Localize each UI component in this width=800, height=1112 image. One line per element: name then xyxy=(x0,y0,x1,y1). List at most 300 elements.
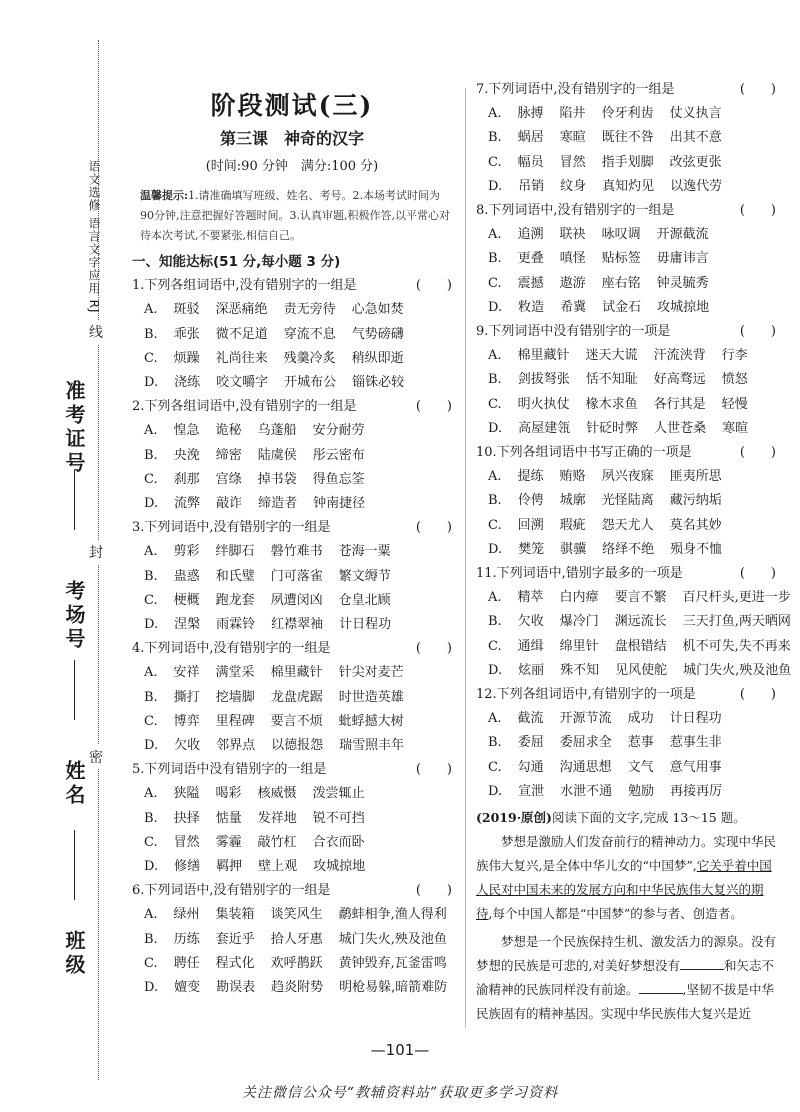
passage-paragraph-1 xyxy=(476,830,776,926)
option-word: 希冀 xyxy=(560,299,587,315)
option-key: C. xyxy=(144,471,158,487)
option-row xyxy=(476,465,776,489)
option-word: 殊不知 xyxy=(560,662,600,678)
option-word: 跑龙套 xyxy=(215,592,255,608)
question-list-left xyxy=(132,274,452,1000)
option-row xyxy=(132,347,452,371)
option-word: 沟通思想 xyxy=(559,759,612,775)
option-row xyxy=(132,444,452,468)
option-word: 欠收 xyxy=(517,614,544,630)
exam-room-blank[interactable] xyxy=(74,660,75,720)
option-key: C. xyxy=(144,713,158,729)
option-key: C. xyxy=(488,275,502,291)
option-word: 勘误表 xyxy=(216,980,256,996)
option-row xyxy=(132,371,452,395)
option-word: 百尺杆头,更进一步 xyxy=(682,590,791,606)
option-word: 礼尚往来 xyxy=(215,350,268,366)
option-word: 遨游 xyxy=(559,275,586,291)
tip-label: 温馨提示: xyxy=(140,189,189,202)
option-row xyxy=(476,126,776,150)
option-word: 乌蓬船 xyxy=(257,423,297,439)
option-word: 深恶痛绝 xyxy=(215,302,268,318)
option-word: 贴标签 xyxy=(601,251,641,267)
option-key: A. xyxy=(144,423,158,439)
option-word: 吊销 xyxy=(518,178,545,194)
option-word: 残羹冷炙 xyxy=(283,350,336,366)
option-word: 城廓 xyxy=(559,493,586,509)
option-word: 安祥 xyxy=(173,665,200,681)
question-questions_left-5 xyxy=(132,879,452,1000)
option-word: 炫丽 xyxy=(518,662,545,678)
option-key: A. xyxy=(144,544,158,560)
option-word: 恬不知耻 xyxy=(585,372,638,388)
option-row xyxy=(476,707,776,731)
question-stem: 5.下列词语中没有错别字的一组是 xyxy=(132,762,327,778)
option-key: B. xyxy=(488,372,502,388)
option-word: 博弈 xyxy=(173,713,200,729)
option-word: 敲诈 xyxy=(216,496,243,512)
name-label: 姓名 xyxy=(62,760,86,808)
option-row xyxy=(476,756,776,780)
option-row xyxy=(476,102,776,126)
option-key: A. xyxy=(144,907,158,923)
option-word: 盘根错结 xyxy=(614,638,667,654)
option-word: 勾通 xyxy=(517,759,544,775)
option-word: 梗概 xyxy=(173,592,200,608)
option-row xyxy=(132,710,452,734)
lesson-title: 第三课 神奇的汉字 xyxy=(219,129,364,148)
answer-paren[interactable]: ( ) xyxy=(415,762,452,778)
option-word: 要言不烦 xyxy=(270,713,323,729)
option-word: 既往不咎 xyxy=(601,130,654,146)
option-word: 仗义执言 xyxy=(669,106,722,122)
option-word: 缔造者 xyxy=(258,496,298,512)
option-word: 愤怒 xyxy=(721,372,748,388)
option-key: D. xyxy=(144,375,159,391)
p1-text-c: ,每个中国人都是“中国梦”的参与者、创造者。 xyxy=(488,906,743,922)
option-key: D. xyxy=(488,783,503,799)
option-key: B. xyxy=(144,810,158,826)
option-word: 座右铭 xyxy=(601,275,641,291)
option-word: 雾霾 xyxy=(215,834,242,850)
option-key: C. xyxy=(144,592,158,608)
option-key: D. xyxy=(488,541,503,557)
option-word: 见风使舵 xyxy=(615,662,668,678)
option-word: 拾人牙惠 xyxy=(270,931,323,947)
option-word: 提练 xyxy=(517,469,544,485)
option-row xyxy=(132,661,452,685)
cut-word-seal: 封 xyxy=(89,540,103,564)
option-row xyxy=(132,613,452,637)
option-word: 敲竹杠 xyxy=(257,834,297,850)
option-word: 惹事生非 xyxy=(669,735,722,751)
option-row xyxy=(476,247,776,271)
option-word: 满堂采 xyxy=(215,665,255,681)
left-column xyxy=(132,88,452,1000)
option-word: 行李 xyxy=(721,348,748,364)
tip-box xyxy=(140,186,452,246)
reading-prompt: 阅读下面的文字,完成 13～15 题。 xyxy=(551,810,746,826)
option-word: 雨霖铃 xyxy=(216,617,256,633)
answer-paren[interactable]: ( ) xyxy=(415,883,452,899)
binding-margin xyxy=(0,0,118,1112)
option-word: 发祥地 xyxy=(257,810,297,826)
option-word: 委屈 xyxy=(517,735,544,751)
option-key: A. xyxy=(488,106,502,122)
question-questions_right-3 xyxy=(476,441,776,562)
option-word: 绿州 xyxy=(173,907,200,923)
option-word: 樊笼 xyxy=(518,541,545,557)
option-word: 咏叹调 xyxy=(601,227,641,243)
option-row xyxy=(132,807,452,831)
option-row xyxy=(132,928,452,952)
tip-text: 1.请准确填写班级、姓名、考号。2.本场考试时间为90分钟,注意把握好答题时间。3.认真审题,积极作答,以平常心对待本次考试,不要紧张,相信自己。 xyxy=(140,189,450,242)
blank-1[interactable] xyxy=(680,969,724,970)
option-word: 好高骛远 xyxy=(653,372,706,388)
time-info: (时间:90 分钟 满分:100 分) xyxy=(205,159,379,174)
option-word: 冒然 xyxy=(173,834,200,850)
section-heading: 一、知能达标(51 分,每小题 3 分) xyxy=(132,254,341,270)
question-questions_left-2 xyxy=(132,516,452,637)
question-questions_left-1 xyxy=(132,395,452,516)
answer-paren[interactable]: ( ) xyxy=(739,203,776,219)
question-stem: 7.下列词语中,没有错别字的一组是 xyxy=(476,82,675,97)
option-word: 得鱼忘筌 xyxy=(312,471,365,487)
option-row xyxy=(476,610,791,634)
option-word: 改弦更张 xyxy=(669,154,722,170)
option-word: 要言不繁 xyxy=(614,590,667,606)
option-row xyxy=(476,514,776,538)
option-word: 欠收 xyxy=(174,738,201,754)
option-row xyxy=(132,589,452,613)
option-row xyxy=(476,223,776,247)
option-word: 龙盘虎踞 xyxy=(270,689,323,705)
option-word: 震撼 xyxy=(517,275,544,291)
option-word: 核威慑 xyxy=(257,786,297,802)
option-word: 门可落雀 xyxy=(270,568,323,584)
option-word: 掉书袋 xyxy=(257,471,297,487)
question-questions_right-2 xyxy=(476,320,776,441)
option-word: 趋炎附势 xyxy=(271,980,324,996)
option-row xyxy=(476,368,776,392)
option-word: 莫名其妙 xyxy=(669,517,722,533)
option-word: 刹那 xyxy=(173,471,200,487)
page-number: —101— xyxy=(370,1041,430,1059)
p2-text-c: ,坚韧不拔是中华民族固有的精神基因。实现中华民族伟大复兴是近 xyxy=(476,982,774,1022)
question-stem: 1.下列各组词语中,没有错别字的一组是 xyxy=(132,278,357,294)
option-word: 黄钟毁弃,瓦釜雷鸣 xyxy=(338,955,447,971)
option-word: 精萃 xyxy=(517,590,544,606)
option-word: 开城布公 xyxy=(284,375,337,391)
option-row xyxy=(476,538,776,562)
option-word: 指手划脚 xyxy=(601,154,654,170)
option-row xyxy=(132,952,452,976)
option-key: A. xyxy=(488,711,502,727)
p2-text-b: 和矢志不渝精神的民族同样没有前途。 xyxy=(476,958,774,998)
right-column xyxy=(476,78,792,1030)
option-row xyxy=(476,272,776,296)
option-key: A. xyxy=(488,348,502,364)
option-word: 狭隘 xyxy=(173,786,200,802)
page-title: 阶段测试(三) xyxy=(210,91,374,120)
question-questions_left-3 xyxy=(132,637,452,758)
option-word: 骐骥 xyxy=(560,541,587,557)
option-word: 责无旁待 xyxy=(283,302,336,318)
option-row xyxy=(132,976,452,1000)
option-word: 剪彩 xyxy=(173,544,200,560)
option-key: B. xyxy=(488,130,502,146)
answer-paren[interactable]: ( ) xyxy=(415,399,452,415)
option-word: 针尖对麦芒 xyxy=(338,665,404,681)
question-stem: 3.下列词语中,没有错别字的一组是 xyxy=(132,520,331,536)
option-word: 挖墙脚 xyxy=(215,689,255,705)
option-row xyxy=(132,903,452,927)
option-word: 更叠 xyxy=(517,251,544,267)
option-key: B. xyxy=(488,735,502,751)
footer-note: 关注微信公众号“教辅资料站”获取更多学习资料 xyxy=(241,1085,559,1101)
option-key: B. xyxy=(144,568,158,584)
option-word: 聘任 xyxy=(173,955,200,971)
answer-paren[interactable]: ( ) xyxy=(415,641,452,657)
option-word: 斑驳 xyxy=(173,302,200,318)
option-word: 开源节流 xyxy=(559,711,612,727)
option-word: 集装箱 xyxy=(215,907,255,923)
question-stem: 10.下列各组词语中书写正确的一项是 xyxy=(476,445,692,461)
option-word: 夙兴夜寐 xyxy=(601,469,654,485)
option-row xyxy=(132,855,452,879)
option-key: B. xyxy=(144,689,158,705)
option-word: 勉励 xyxy=(628,783,655,799)
question-questions_left-0 xyxy=(132,274,452,395)
answer-paren[interactable]: ( ) xyxy=(739,687,776,703)
option-word: 惹事 xyxy=(627,735,654,751)
option-row xyxy=(132,782,452,806)
option-word: 抉择 xyxy=(173,810,200,826)
option-word: 白内瘴 xyxy=(559,590,599,606)
option-word: 匪夷所思 xyxy=(669,469,722,485)
option-word: 联袂 xyxy=(559,227,586,243)
question-questions_right-5 xyxy=(476,683,776,804)
option-word: 各行其是 xyxy=(653,396,706,412)
option-key: D. xyxy=(488,299,503,315)
cut-word-secret: 密 xyxy=(89,745,103,769)
option-word: 城门失火,殃及池鱼 xyxy=(338,931,447,947)
answer-paren[interactable]: ( ) xyxy=(415,520,452,536)
option-word: 烦躁 xyxy=(173,350,200,366)
option-word: 程式化 xyxy=(215,955,255,971)
option-word: 宫绦 xyxy=(215,471,242,487)
option-word: 咬文嚼字 xyxy=(216,375,269,391)
option-row xyxy=(476,175,776,199)
option-word: 人世苍桑 xyxy=(654,420,707,436)
option-word: 里程碑 xyxy=(215,713,255,729)
option-row xyxy=(132,298,452,322)
option-word: 气势磅礴 xyxy=(351,326,404,342)
question-questions_right-0 xyxy=(476,78,776,199)
option-word: 安分耐劳 xyxy=(312,423,365,439)
option-key: D. xyxy=(488,178,503,194)
option-word: 以逸代劳 xyxy=(670,178,723,194)
option-word: 蛊惑 xyxy=(173,568,200,584)
option-word: 高屋建瓴 xyxy=(518,420,571,436)
option-word: 嬗变 xyxy=(174,980,201,996)
option-word: 流弊 xyxy=(174,496,201,512)
option-word: 攻城掠地 xyxy=(313,859,366,875)
option-row xyxy=(476,586,791,610)
option-word: 伶俜 xyxy=(517,493,544,509)
question-stem: 8.下列词语中,没有错别字的一组是 xyxy=(476,203,675,219)
option-word: 棉里藏针 xyxy=(270,665,323,681)
option-word: 陆虞侯 xyxy=(257,447,297,463)
option-row xyxy=(132,831,452,855)
option-row xyxy=(132,540,452,564)
option-word: 光怪陆离 xyxy=(601,493,654,509)
option-word: 壁上观 xyxy=(258,859,298,875)
answer-paren[interactable]: ( ) xyxy=(415,278,452,294)
option-word: 和氏璧 xyxy=(215,568,255,584)
answer-paren[interactable]: ( ) xyxy=(739,82,776,97)
option-key: B. xyxy=(144,326,158,342)
option-word: 委屈求全 xyxy=(559,735,612,751)
option-word: 棉里藏针 xyxy=(517,348,570,364)
exam-room-label: 考场号 xyxy=(62,580,86,652)
passage-paragraph-2 xyxy=(476,930,776,1026)
option-key: C. xyxy=(488,638,502,654)
option-key: A. xyxy=(488,469,502,485)
option-row xyxy=(132,686,452,710)
p1-underlined: 它关乎着中国人民对中国未来的发展方向和中华民族伟大复兴的期待 xyxy=(476,858,772,922)
option-key: C. xyxy=(488,759,502,775)
option-word: 浇练 xyxy=(174,375,201,391)
option-row xyxy=(132,323,452,347)
option-word: 惦量 xyxy=(215,810,242,826)
option-key: B. xyxy=(144,931,158,947)
option-word: 试金石 xyxy=(602,299,642,315)
question-stem: 6.下列词语中,没有错别字的一组是 xyxy=(132,883,331,899)
option-word: 水泄不通 xyxy=(560,783,613,799)
option-word: 追溯 xyxy=(517,227,544,243)
option-word: 藏污纳垢 xyxy=(669,493,722,509)
option-word: 夙遭闵凶 xyxy=(270,592,323,608)
option-key: C. xyxy=(488,517,502,533)
reading-passage xyxy=(476,806,776,1026)
option-word: 泼尝辄止 xyxy=(312,786,365,802)
option-word: 谈笑风生 xyxy=(270,907,323,923)
option-word: 毋庸讳言 xyxy=(656,251,709,267)
option-word: 诡秘 xyxy=(215,423,242,439)
class-label: 班级 xyxy=(62,930,86,978)
option-row xyxy=(476,731,776,755)
option-word: 三天打鱼,两天晒网 xyxy=(682,614,791,630)
option-word: 瑞雪照丰年 xyxy=(339,738,405,754)
question-stem: 12.下列各组词语中,有错别字的一项是 xyxy=(476,687,696,703)
option-word: 敉造 xyxy=(518,299,545,315)
option-word: 历练 xyxy=(173,931,200,947)
option-word: 通缉 xyxy=(517,638,544,654)
option-word: 央浼 xyxy=(173,447,200,463)
option-key: C. xyxy=(144,350,158,366)
option-word: 成功 xyxy=(627,711,654,727)
exam-id-blank[interactable] xyxy=(74,470,75,530)
option-row xyxy=(476,344,776,368)
question-questions_right-4 xyxy=(476,562,792,683)
option-word: 涅槃 xyxy=(174,617,201,633)
option-word: 轻慢 xyxy=(721,396,748,412)
option-word: 出其不意 xyxy=(669,130,722,146)
question-list-right xyxy=(476,78,792,804)
blank-2[interactable] xyxy=(639,993,683,994)
option-word: 时世造英雄 xyxy=(338,689,404,705)
question-stem: 2.下列各组词语中,没有错别字的一组是 xyxy=(132,399,357,415)
option-word: 怨天尤人 xyxy=(601,517,654,533)
option-word: 机不可失,失不再来 xyxy=(682,638,791,654)
option-word: 殒身不恤 xyxy=(670,541,723,557)
column-divider xyxy=(465,88,466,1028)
option-word: 渊远流长 xyxy=(614,614,667,630)
option-word: 寒暄 xyxy=(559,130,586,146)
question-stem: 9.下列词语中没有错别字的一项是 xyxy=(476,324,671,340)
option-word: 计日程功 xyxy=(669,711,722,727)
option-key: B. xyxy=(488,493,502,509)
option-word: 迷天大谎 xyxy=(585,348,638,364)
p1-text-a: 梦想是激励人们发奋前行的精神动力。实现中华民族伟大复兴,是全体中华儿女的“中国梦”, xyxy=(476,834,777,874)
answer-paren[interactable]: ( ) xyxy=(739,324,776,340)
p2-text-a: 梦想是一个民族保持生机、激发活力的源泉。没有梦想的民族是可悲的,对美好梦想没有 xyxy=(476,934,777,974)
option-row xyxy=(132,468,452,492)
option-word: 冒然 xyxy=(559,154,586,170)
option-key: A. xyxy=(144,665,158,681)
option-row xyxy=(476,296,776,320)
option-word: 幅员 xyxy=(517,154,544,170)
option-word: 嗔怪 xyxy=(559,251,586,267)
option-word: 爆冷门 xyxy=(559,614,599,630)
option-word: 心急如焚 xyxy=(351,302,404,318)
option-key: D. xyxy=(488,420,503,436)
option-key: D. xyxy=(488,662,503,678)
option-key: B. xyxy=(488,614,502,630)
option-word: 截流 xyxy=(517,711,544,727)
option-word: 彤云密布 xyxy=(312,447,365,463)
option-word: 绊脚石 xyxy=(215,544,255,560)
answer-paren[interactable]: ( ) xyxy=(739,566,776,582)
question-questions_right-1 xyxy=(476,199,776,320)
option-word: 套近乎 xyxy=(215,931,255,947)
option-word: 锱铢必较 xyxy=(352,375,405,391)
question-questions_left-4 xyxy=(132,758,452,879)
option-key: C. xyxy=(144,955,158,971)
option-word: 修缮 xyxy=(174,859,201,875)
option-word: 红襟翠袖 xyxy=(271,617,324,633)
option-word: 钟南捷径 xyxy=(313,496,366,512)
option-word: 意气用事 xyxy=(669,759,722,775)
series-label: 语文选修 语言文字应用 RJ xyxy=(87,160,101,314)
name-blank[interactable] xyxy=(74,830,75,900)
option-key: C. xyxy=(144,834,158,850)
option-word: 络绎不绝 xyxy=(602,541,655,557)
option-word: 文气 xyxy=(627,759,654,775)
option-word: 纹身 xyxy=(560,178,587,194)
option-word: 苍海一粟 xyxy=(338,544,391,560)
option-word: 贿赂 xyxy=(559,469,586,485)
option-word: 钟灵毓秀 xyxy=(656,275,709,291)
option-word: 磐竹难书 xyxy=(270,544,323,560)
option-word: 欢呼鹊跃 xyxy=(270,955,323,971)
option-row xyxy=(476,393,776,417)
answer-paren[interactable]: ( ) xyxy=(739,445,776,461)
option-word: 蜗居 xyxy=(517,130,544,146)
option-word: 蚍蜉撼大树 xyxy=(338,713,404,729)
option-word: 瑕疵 xyxy=(559,517,586,533)
